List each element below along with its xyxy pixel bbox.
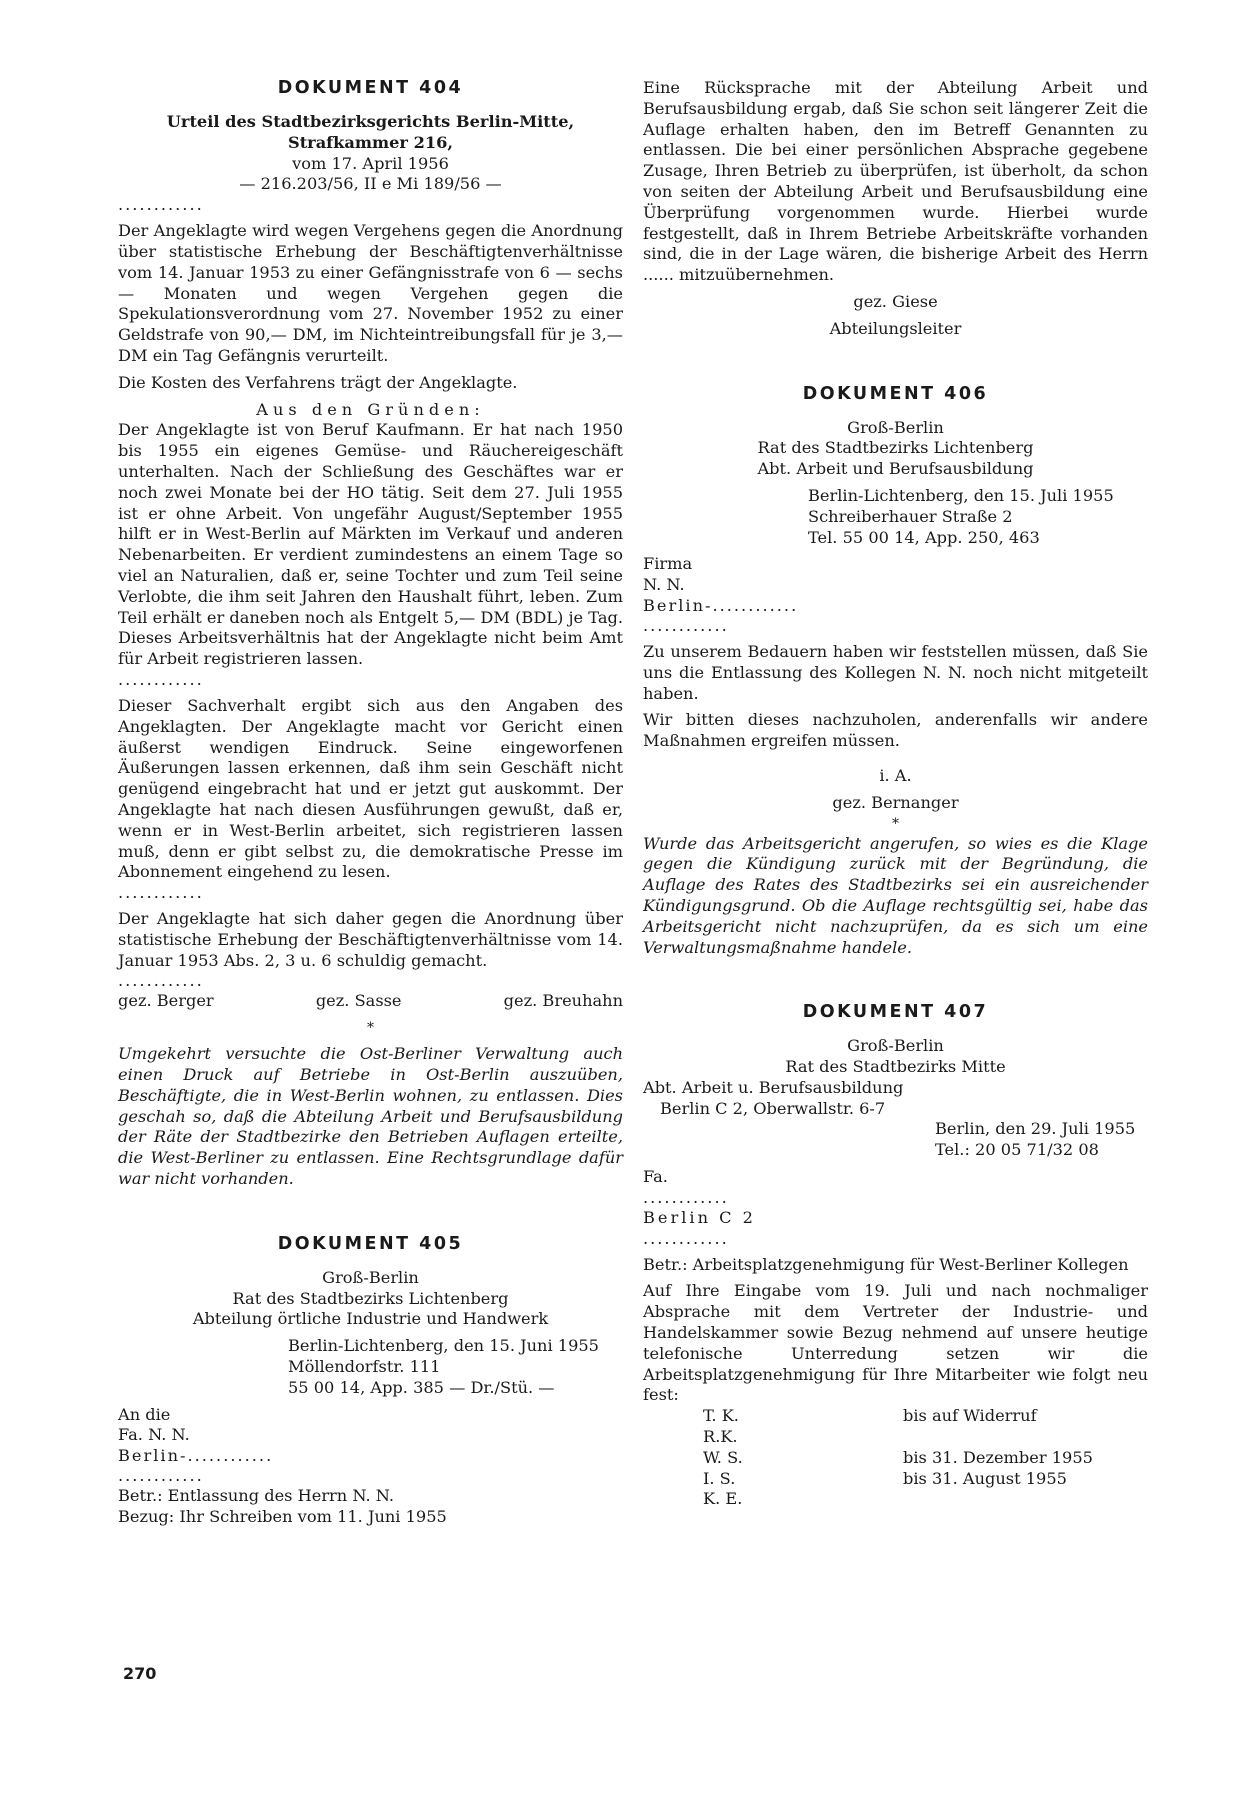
reasons-heading: Aus den Gründen:	[256, 399, 485, 419]
letter-body: Wir bitten dieses nachzuholen, anderenfalls wir andere Maßnahmen ergreifen müssen.	[643, 710, 1148, 751]
doc-404-subtitle: Urteil des Stadtbezirksgerichts Berlin-Mitte,	[166, 112, 575, 131]
recipient-line: Berlin C 2	[643, 1207, 756, 1227]
sender-department: Abt. Arbeit u. Berufsausbildung	[643, 1077, 904, 1097]
recipient-line: Fa.	[643, 1167, 668, 1187]
signature: gez. Bernanger	[832, 792, 959, 812]
recipient-line: Fa. N. N.	[118, 1425, 190, 1445]
doc-406-title: DOKUMENT 406	[802, 383, 989, 404]
table-cell-name: I. S.	[703, 1468, 736, 1488]
findings-paragraph: Dieser Sachverhalt ergibt sich aus den Angaben des Angeklagten. Der Angeklagte macht vor Gericht einen äußerst wendigen Eindruck. Seine eingeworfenen Äußerungen lassen erkennen, daß ihm sein Geschäft nicht genügend eingebracht hat und er jetzt gut auskommt. Der Angeklagte hat nach diesen Ausführungen gewußt, daß er, wenn er in West-Berlin arbeitet, sich registrieren lassen muß, denn er gibt selbst zu, die demokratische Presse im Abonnement eingehend zu lesen.	[118, 695, 623, 882]
letter-body: Auf Ihre Eingabe vom 19. Juli und nach nochmaliger Absprache mit dem Vertreter der Industrie- und Handelskammer sowie Bezug nehmend auf unsere heutige telefonische Unterredung setzen wir die Arbeitsplatzgenehmigung für Ihre Mitarbeiter wie folgt neu fest:	[643, 1281, 1148, 1405]
sender-address	[643, 1119, 1148, 1161]
sender-address	[643, 486, 1148, 548]
reference-line: Bezug: Ihr Schreiben vom 11. Juni 1955	[118, 1507, 447, 1527]
street: Möllendorfstr. 111	[288, 1357, 441, 1377]
table-cell-value	[903, 1489, 1143, 1510]
letter-body: Zu unserem Bedauern haben wir feststellen müssen, daß Sie uns die Entlassung des Kollegen N. N. noch nicht mitgeteilt haben.	[643, 641, 1148, 703]
permit-table	[643, 1406, 1148, 1510]
left-column	[118, 78, 623, 1528]
separator-star: *	[892, 815, 899, 832]
recipient-line: An die	[118, 1404, 171, 1424]
table-cell-name: W. S.	[703, 1447, 743, 1467]
recipient-line: ............	[643, 1228, 729, 1248]
table-cell-name: K. E.	[703, 1489, 743, 1509]
place-date: Berlin, den 29. Juli 1955	[935, 1119, 1136, 1139]
ellipsis-line: ............	[118, 971, 204, 991]
phone: Tel. 55 00 14, App. 250, 463	[808, 527, 1040, 547]
doc-407-title: DOKUMENT 407	[802, 1002, 989, 1023]
sender-council: Rat des Stadtbezirks Mitte	[785, 1057, 1006, 1077]
sender-org: Groß-Berlin	[847, 1036, 944, 1056]
recipient-line: ............	[118, 1466, 204, 1486]
subject-line: Betr.: Entlassung des Herrn N. N.	[118, 1486, 395, 1506]
table-cell-value: bis 31. Dezember 1955	[903, 1447, 1093, 1467]
recipient-line: ............	[643, 1187, 729, 1207]
sender-council: Rat des Stadtbezirks Lichtenberg	[757, 438, 1034, 458]
doc-405-title: DOKUMENT 405	[277, 1233, 464, 1254]
separator-star: *	[367, 1020, 374, 1037]
editorial-commentary: Wurde das Arbeitsgericht angerufen, so wies es die Klage gegen die Kündigung zurück mit der Begründung, die Auflage des Rates des Stadtbezirks sei ein ausreichender Kündigungsgrund. Ob die Auflage rechtsgültig sei, habe das Arbeitsgericht nicht nachzuprüfen, da es sich um eine Verwaltungsmaßnahme handele.	[643, 833, 1148, 957]
doc-404-date: vom 17. April 1956	[292, 153, 449, 173]
recipient-line: N. N.	[643, 575, 685, 595]
recipient-line: Berlin-............	[643, 595, 799, 615]
sender-org: Groß-Berlin	[322, 1267, 419, 1287]
table-cell-name: R.K.	[703, 1427, 738, 1447]
recipient-line: Berlin-............	[118, 1446, 274, 1466]
place-date: Berlin-Lichtenberg, den 15. Juni 1955	[288, 1336, 599, 1356]
sender-department: Abt. Arbeit und Berufsausbildung	[757, 459, 1034, 479]
phone: Tel.: 20 05 71/32 08	[935, 1140, 1099, 1160]
signature: gez. Breuhahn	[503, 991, 623, 1011]
doc-404-subtitle-2: Strafkammer 216,	[288, 132, 453, 152]
sender-street: Berlin C 2, Oberwallstr. 6-7	[660, 1098, 886, 1118]
recipient-line: Firma	[643, 554, 693, 574]
sender-department: Abteilung örtliche Industrie und Handwerk	[192, 1309, 549, 1329]
phone: 55 00 14, App. 385 — Dr./Stü. —	[288, 1377, 555, 1397]
ellipsis-line: ............	[118, 669, 204, 689]
subject-line: Betr.: Arbeitsplatzgenehmigung für West-Berliner Kollegen	[643, 1254, 1129, 1274]
facts-paragraph: Der Angeklagte ist von Beruf Kaufmann. Er hat nach 1950 bis 1955 ein eigenes Gemüse- und Räuchereigeschäft unterhalten. Nach der Schließung des Geschäftes war er noch zwei Monate bei der HO tätig. Seit dem 27. Juli 1955 ist er ohne Arbeit. Von ungefähr August/September 1955 hilft er in West-Berlin auf Märkten im Verkauf und anderen Nebenarbeiten. Er verdient zumindestens an einem Tage so viel an Naturalien, daß er, seine Tochter und zum Teil seine Verlobte, die ihm seit Jahren den Haushalt führt, leben. Zum Teil erhält er daneben noch als Entgelt 5,— DM (BDL) je Tag. Dieses Arbeitsverhältnis hat der Angeklagte nicht beim Amt für Arbeit registrieren lassen.	[118, 420, 623, 669]
table-cell-value	[903, 1427, 1143, 1448]
signature-prefix: i. A.	[879, 765, 912, 785]
street: Schreiberhauer Straße 2	[808, 506, 1013, 526]
ellipsis-line: ............	[118, 883, 204, 903]
letter-body: Eine Rücksprache mit der Abteilung Arbeit und Berufsausbildung ergab, daß Sie schon seit längerer Zeit die Auflage erhalten haben, den im Betreff Genannten zu entlassen. Die bei einer persönlichen Absprache gegebene Zusage, Ihren Betrieb zu überprüfen, ist überholt, da schon von seiten der Abteilung Arbeit und Berufsausbildung eine Überprüfung vorgenommen wurde. Hierbei wurde festgestellt, daß in Ihrem Betriebe Arbeitskräfte vorhanden sind, die in der Lage wären, die bisherige Arbeit des Herrn ...... mitzuübernehmen.	[643, 78, 1148, 285]
ellipsis-line: ............	[118, 195, 204, 215]
signature: gez. Sasse	[315, 991, 402, 1011]
doc-404-reference: — 216.203/56, II e Mi 189/56 —	[239, 174, 502, 194]
signature-role: Abteilungsleiter	[829, 318, 962, 338]
costs-paragraph: Die Kosten des Verfahrens trägt der Angeklagte.	[118, 372, 518, 392]
editorial-commentary: Umgekehrt versuchte die Ost-Berliner Verwaltung auch einen Druck auf Betriebe in Ost-Berlin auszuüben, Beschäftigte, die in West-Berlin wohnen, zu entlassen. Dies geschah so, daß die Abteilung Arbeit und Berufsausbildung der Räte der Stadtbezirke den Betrieben Auflagen erteilte, die West-Berliner zu entlassen. Eine Rechtsgrundlage dafür war nicht vorhanden.	[118, 1044, 623, 1189]
signature: gez. Berger	[118, 991, 214, 1011]
sender-council: Rat des Stadtbezirks Lichtenberg	[232, 1288, 509, 1308]
right-column	[643, 78, 1148, 1510]
page-number: 270	[123, 1664, 157, 1683]
table-cell-name: T. K.	[703, 1406, 739, 1426]
doc-404-title: DOKUMENT 404	[277, 78, 464, 98]
guilt-paragraph: Der Angeklagte hat sich daher gegen die Anordnung über statistische Erhebung der Beschäftigtenverhältnisse vom 14. Januar 1953 Abs. 2, 3 u. 6 schuldig gemacht.	[118, 909, 623, 970]
table-cell-value: bis 31. August 1955	[903, 1468, 1067, 1488]
signature: gez. Giese	[853, 291, 938, 311]
sender-org: Groß-Berlin	[847, 417, 944, 437]
verdict-paragraph: Der Angeklagte wird wegen Vergehens gegen die Anordnung über statistische Erhebung der Beschäftigtenverhältnisse vom 14. Januar 1953 zu einer Gefängnisstrafe von 6 — sechs — Monaten und wegen Vergehen gegen die Spekulationsverordnung vom 27. November 1952 zu einer Geldstrafe von 90,— DM, im Nichteintreibungsfall für je 3,— DM ein Tag Gefängnis verurteilt.	[118, 221, 623, 365]
signature-row	[118, 991, 623, 1012]
table-cell-value: bis auf Widerruf	[903, 1406, 1037, 1426]
place-date: Berlin-Lichtenberg, den 15. Juli 1955	[808, 485, 1114, 505]
recipient-line: ............	[643, 615, 729, 635]
sender-address	[118, 1336, 623, 1398]
